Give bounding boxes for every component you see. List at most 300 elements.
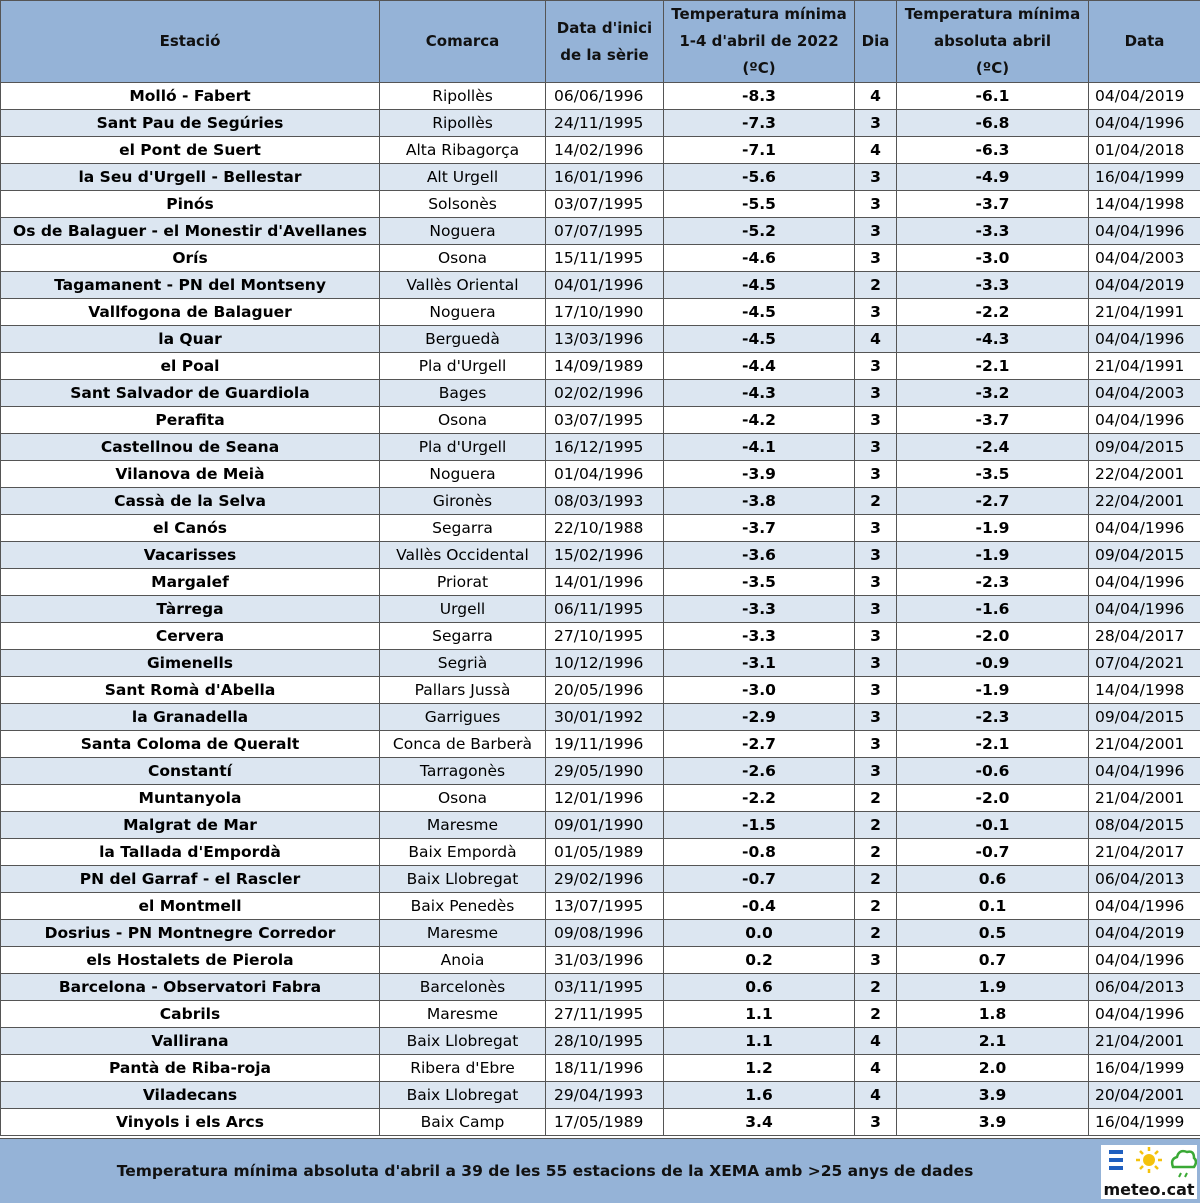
cell-station: Castellnou de Seana	[1, 434, 380, 461]
cell-comarca: Baix Llobregat	[380, 1028, 546, 1055]
cell-date: 04/04/1996	[1089, 326, 1200, 353]
table-row	[1, 461, 1200, 488]
cell-min-temp: 1.2	[664, 1055, 855, 1082]
cell-day: 4	[855, 83, 897, 110]
cell-day: 3	[855, 1109, 897, 1136]
cell-day: 3	[855, 218, 897, 245]
cell-comarca: Ripollès	[380, 110, 546, 137]
table-row	[1, 353, 1200, 380]
cell-day: 4	[855, 1055, 897, 1082]
cell-start-date: 03/11/1995	[546, 974, 664, 1001]
cell-min-temp: 1.1	[664, 1028, 855, 1055]
cell-date: 21/04/2001	[1089, 731, 1200, 758]
cell-abs-min: -3.2	[897, 380, 1089, 407]
cell-start-date: 06/11/1995	[546, 596, 664, 623]
cell-station: la Quar	[1, 326, 380, 353]
cell-station: Vallirana	[1, 1028, 380, 1055]
cell-date: 21/04/1991	[1089, 299, 1200, 326]
cell-day: 2	[855, 1001, 897, 1028]
cell-start-date: 15/02/1996	[546, 542, 664, 569]
cell-min-temp: 0.2	[664, 947, 855, 974]
cell-start-date: 10/12/1996	[546, 650, 664, 677]
cell-date: 21/04/2001	[1089, 1028, 1200, 1055]
cell-start-date: 31/03/1996	[546, 947, 664, 974]
cell-station: el Canós	[1, 515, 380, 542]
header-abs-min: Temperatura mínima absoluta abril (ºC)	[897, 1, 1089, 83]
cell-station: Vallfogona de Balaguer	[1, 299, 380, 326]
cell-comarca: Baix Penedès	[380, 893, 546, 920]
meteo-cat-logo-icon	[1101, 1145, 1197, 1179]
cell-date: 08/04/2015	[1089, 812, 1200, 839]
cell-comarca: Noguera	[380, 218, 546, 245]
cell-comarca: Garrigues	[380, 704, 546, 731]
cell-start-date: 16/12/1995	[546, 434, 664, 461]
cell-min-temp: -5.2	[664, 218, 855, 245]
cell-date: 04/04/1996	[1089, 596, 1200, 623]
cell-start-date: 01/04/1996	[546, 461, 664, 488]
cell-min-temp: -4.6	[664, 245, 855, 272]
cell-start-date: 16/01/1996	[546, 164, 664, 191]
cell-date: 07/04/2021	[1089, 650, 1200, 677]
cell-comarca: Urgell	[380, 596, 546, 623]
cell-date: 04/04/2019	[1089, 920, 1200, 947]
cell-day: 2	[855, 488, 897, 515]
cell-date: 01/04/2018	[1089, 137, 1200, 164]
cell-abs-min: -2.1	[897, 353, 1089, 380]
cell-abs-min: -0.9	[897, 650, 1089, 677]
cell-day: 3	[855, 515, 897, 542]
cell-abs-min: 0.7	[897, 947, 1089, 974]
cell-date: 04/04/1996	[1089, 947, 1200, 974]
cell-start-date: 14/09/1989	[546, 353, 664, 380]
cell-day: 3	[855, 380, 897, 407]
cell-min-temp: -4.3	[664, 380, 855, 407]
cell-abs-min: -4.3	[897, 326, 1089, 353]
cell-start-date: 27/11/1995	[546, 1001, 664, 1028]
cell-start-date: 19/11/1996	[546, 731, 664, 758]
cell-day: 3	[855, 191, 897, 218]
table-row	[1, 245, 1200, 272]
cell-start-date: 17/05/1989	[546, 1109, 664, 1136]
cell-date: 14/04/1998	[1089, 677, 1200, 704]
cell-comarca: Noguera	[380, 461, 546, 488]
cell-date: 04/04/1996	[1089, 758, 1200, 785]
cell-abs-min: -3.3	[897, 218, 1089, 245]
table-row	[1, 785, 1200, 812]
cell-abs-min: -6.3	[897, 137, 1089, 164]
cell-comarca: Anoia	[380, 947, 546, 974]
cell-start-date: 29/02/1996	[546, 866, 664, 893]
cell-start-date: 06/06/1996	[546, 83, 664, 110]
table-row	[1, 974, 1200, 1001]
cell-station: Margalef	[1, 569, 380, 596]
header-row	[1, 1, 1200, 83]
cell-station: Pantà de Riba-roja	[1, 1055, 380, 1082]
cell-comarca: Priorat	[380, 569, 546, 596]
cell-station: Malgrat de Mar	[1, 812, 380, 839]
cell-min-temp: -3.3	[664, 596, 855, 623]
cell-abs-min: -3.7	[897, 191, 1089, 218]
cell-start-date: 14/01/1996	[546, 569, 664, 596]
cell-day: 3	[855, 110, 897, 137]
cell-date: 21/04/2001	[1089, 785, 1200, 812]
cell-day: 2	[855, 866, 897, 893]
cell-min-temp: -3.8	[664, 488, 855, 515]
cell-date: 04/04/1996	[1089, 569, 1200, 596]
cell-min-temp: -3.9	[664, 461, 855, 488]
cell-comarca: Osona	[380, 407, 546, 434]
cell-abs-min: -4.9	[897, 164, 1089, 191]
table-row	[1, 137, 1200, 164]
cell-day: 2	[855, 272, 897, 299]
cell-abs-min: 2.1	[897, 1028, 1089, 1055]
table-row	[1, 218, 1200, 245]
cell-abs-min: -1.9	[897, 677, 1089, 704]
cell-min-temp: -7.1	[664, 137, 855, 164]
cell-abs-min: -0.1	[897, 812, 1089, 839]
cell-station: Os de Balaguer - el Monestir d'Avellanes	[1, 218, 380, 245]
cell-date: 04/04/1996	[1089, 407, 1200, 434]
cell-abs-min: -6.1	[897, 83, 1089, 110]
cell-min-temp: -3.3	[664, 623, 855, 650]
cell-day: 4	[855, 137, 897, 164]
cell-comarca: Segarra	[380, 515, 546, 542]
cell-abs-min: -2.0	[897, 785, 1089, 812]
cell-min-temp: -3.5	[664, 569, 855, 596]
cell-station: la Tallada d'Empordà	[1, 839, 380, 866]
cell-start-date: 09/08/1996	[546, 920, 664, 947]
cell-station: Cervera	[1, 623, 380, 650]
header-day: Dia	[855, 1, 897, 83]
cell-min-temp: -4.5	[664, 326, 855, 353]
table-row	[1, 434, 1200, 461]
cell-start-date: 28/10/1995	[546, 1028, 664, 1055]
cell-comarca: Gironès	[380, 488, 546, 515]
cell-date: 16/04/1999	[1089, 164, 1200, 191]
cell-start-date: 22/10/1988	[546, 515, 664, 542]
cell-comarca: Ribera d'Ebre	[380, 1055, 546, 1082]
cell-day: 3	[855, 461, 897, 488]
cell-comarca: Alta Ribagorça	[380, 137, 546, 164]
cell-date: 04/04/1996	[1089, 893, 1200, 920]
cell-date: 16/04/1999	[1089, 1055, 1200, 1082]
cell-day: 2	[855, 974, 897, 1001]
cell-start-date: 14/02/1996	[546, 137, 664, 164]
cell-abs-min: -1.9	[897, 542, 1089, 569]
header-start-date: Data d'inici de la sèrie	[546, 1, 664, 83]
cell-start-date: 15/11/1995	[546, 245, 664, 272]
cell-abs-min: 1.8	[897, 1001, 1089, 1028]
cell-abs-min: 0.6	[897, 866, 1089, 893]
header-min-temp: Temperatura mínima 1-4 d'abril de 2022 (ºC)	[664, 1, 855, 83]
cell-day: 3	[855, 704, 897, 731]
cell-min-temp: -2.9	[664, 704, 855, 731]
cell-day: 3	[855, 434, 897, 461]
cell-day: 2	[855, 893, 897, 920]
cell-start-date: 29/04/1993	[546, 1082, 664, 1109]
table-row	[1, 623, 1200, 650]
cell-min-temp: -0.8	[664, 839, 855, 866]
cell-comarca: Maresme	[380, 920, 546, 947]
cell-station: Sant Salvador de Guardiola	[1, 380, 380, 407]
cell-min-temp: -3.7	[664, 515, 855, 542]
table-row	[1, 650, 1200, 677]
cell-min-temp: -0.7	[664, 866, 855, 893]
cell-day: 2	[855, 812, 897, 839]
cell-station: Muntanyola	[1, 785, 380, 812]
cell-station: el Pont de Suert	[1, 137, 380, 164]
cell-comarca: Baix Llobregat	[380, 1082, 546, 1109]
table-row	[1, 488, 1200, 515]
cell-start-date: 01/05/1989	[546, 839, 664, 866]
cell-date: 21/04/2017	[1089, 839, 1200, 866]
cell-day: 2	[855, 839, 897, 866]
cell-day: 3	[855, 164, 897, 191]
table-row	[1, 839, 1200, 866]
cell-comarca: Baix Empordà	[380, 839, 546, 866]
table-row	[1, 677, 1200, 704]
cell-start-date: 12/01/1996	[546, 785, 664, 812]
cell-station: Vilanova de Meià	[1, 461, 380, 488]
table-row	[1, 380, 1200, 407]
table-row	[1, 596, 1200, 623]
table-row	[1, 569, 1200, 596]
cell-comarca: Conca de Barberà	[380, 731, 546, 758]
cell-abs-min: -3.7	[897, 407, 1089, 434]
cell-abs-min: -0.6	[897, 758, 1089, 785]
table-row	[1, 731, 1200, 758]
cell-min-temp: -5.5	[664, 191, 855, 218]
cell-station: Vinyols i els Arcs	[1, 1109, 380, 1136]
cell-day: 3	[855, 677, 897, 704]
cell-day: 3	[855, 353, 897, 380]
footer	[0, 1138, 1200, 1203]
cell-date: 20/04/2001	[1089, 1082, 1200, 1109]
footer-caption: Temperatura mínima absoluta d'abril a 39 de les 55 estacions de la XEMA amb >25 anys de dades	[0, 1139, 1090, 1203]
cell-station: la Granadella	[1, 704, 380, 731]
table-row	[1, 893, 1200, 920]
cell-start-date: 08/03/1993	[546, 488, 664, 515]
cell-min-temp: -3.1	[664, 650, 855, 677]
table-row	[1, 191, 1200, 218]
table-row	[1, 83, 1200, 110]
cell-day: 3	[855, 542, 897, 569]
cell-date: 09/04/2015	[1089, 434, 1200, 461]
cell-comarca: Tarragonès	[380, 758, 546, 785]
cell-min-temp: -4.5	[664, 299, 855, 326]
cell-station: Molló - Fabert	[1, 83, 380, 110]
cell-abs-min: -3.5	[897, 461, 1089, 488]
cell-date: 04/04/1996	[1089, 1001, 1200, 1028]
cell-day: 3	[855, 569, 897, 596]
cell-min-temp: -4.5	[664, 272, 855, 299]
cell-station: Constantí	[1, 758, 380, 785]
cell-day: 2	[855, 920, 897, 947]
cell-day: 3	[855, 731, 897, 758]
cell-day: 3	[855, 650, 897, 677]
cell-start-date: 29/05/1990	[546, 758, 664, 785]
cell-abs-min: 3.9	[897, 1082, 1089, 1109]
cell-comarca: Pallars Jussà	[380, 677, 546, 704]
cell-day: 3	[855, 299, 897, 326]
cell-station: Cabrils	[1, 1001, 380, 1028]
cell-date: 06/04/2013	[1089, 866, 1200, 893]
cell-date: 22/04/2001	[1089, 461, 1200, 488]
cell-comarca: Vallès Oriental	[380, 272, 546, 299]
cell-comarca: Solsonès	[380, 191, 546, 218]
cell-comarca: Baix Llobregat	[380, 866, 546, 893]
header-comarca: Comarca	[380, 1, 546, 83]
cell-date: 22/04/2001	[1089, 488, 1200, 515]
cell-start-date: 24/11/1995	[546, 110, 664, 137]
table-row	[1, 947, 1200, 974]
cell-day: 3	[855, 758, 897, 785]
cell-day: 3	[855, 245, 897, 272]
cell-station: Vacarisses	[1, 542, 380, 569]
cell-date: 09/04/2015	[1089, 704, 1200, 731]
table-row	[1, 758, 1200, 785]
cell-min-temp: -4.2	[664, 407, 855, 434]
cell-comarca: Berguedà	[380, 326, 546, 353]
cell-abs-min: 3.9	[897, 1109, 1089, 1136]
cell-min-temp: 1.1	[664, 1001, 855, 1028]
table-row	[1, 866, 1200, 893]
cell-abs-min: -2.0	[897, 623, 1089, 650]
cell-min-temp: -3.6	[664, 542, 855, 569]
cell-day: 3	[855, 407, 897, 434]
cell-station: Sant Romà d'Abella	[1, 677, 380, 704]
cell-date: 16/04/1999	[1089, 1109, 1200, 1136]
cell-date: 09/04/2015	[1089, 542, 1200, 569]
cell-abs-min: 2.0	[897, 1055, 1089, 1082]
cell-start-date: 30/01/1992	[546, 704, 664, 731]
cell-min-temp: 0.0	[664, 920, 855, 947]
cell-min-temp: -1.5	[664, 812, 855, 839]
table-row	[1, 1028, 1200, 1055]
cell-abs-min: -2.2	[897, 299, 1089, 326]
cell-station: Perafita	[1, 407, 380, 434]
table-row	[1, 272, 1200, 299]
cell-comarca: Pla d'Urgell	[380, 353, 546, 380]
table-row	[1, 920, 1200, 947]
cell-date: 04/04/2003	[1089, 245, 1200, 272]
cell-station: el Montmell	[1, 893, 380, 920]
table-row	[1, 326, 1200, 353]
cell-start-date: 18/11/1996	[546, 1055, 664, 1082]
cell-comarca: Osona	[380, 785, 546, 812]
cell-comarca: Pla d'Urgell	[380, 434, 546, 461]
cell-start-date: 09/01/1990	[546, 812, 664, 839]
cell-station: Viladecans	[1, 1082, 380, 1109]
cell-station: el Poal	[1, 353, 380, 380]
cell-start-date: 03/07/1995	[546, 191, 664, 218]
cell-comarca: Alt Urgell	[380, 164, 546, 191]
cell-min-temp: -3.0	[664, 677, 855, 704]
table-row	[1, 515, 1200, 542]
cell-comarca: Osona	[380, 245, 546, 272]
cell-start-date: 07/07/1995	[546, 218, 664, 245]
cell-station: els Hostalets de Pierola	[1, 947, 380, 974]
cell-day: 4	[855, 1082, 897, 1109]
cell-station: la Seu d'Urgell - Bellestar	[1, 164, 380, 191]
cell-start-date: 02/02/1996	[546, 380, 664, 407]
table-row	[1, 1001, 1200, 1028]
cell-abs-min: -1.9	[897, 515, 1089, 542]
cell-abs-min: -3.0	[897, 245, 1089, 272]
cell-abs-min: -2.1	[897, 731, 1089, 758]
cell-min-temp: -8.3	[664, 83, 855, 110]
cell-start-date: 04/01/1996	[546, 272, 664, 299]
cell-abs-min: 0.5	[897, 920, 1089, 947]
cell-comarca: Segrià	[380, 650, 546, 677]
cell-date: 21/04/1991	[1089, 353, 1200, 380]
cell-abs-min: -0.7	[897, 839, 1089, 866]
cell-min-temp: 0.6	[664, 974, 855, 1001]
cell-station: Orís	[1, 245, 380, 272]
cell-start-date: 13/03/1996	[546, 326, 664, 353]
header-station: Estació	[1, 1, 380, 83]
table-row	[1, 812, 1200, 839]
cell-station: Santa Coloma de Queralt	[1, 731, 380, 758]
cell-min-temp: -4.1	[664, 434, 855, 461]
header-date: Data	[1089, 1, 1200, 83]
cell-abs-min: -2.4	[897, 434, 1089, 461]
table-row	[1, 1082, 1200, 1109]
cell-abs-min: -3.3	[897, 272, 1089, 299]
cell-min-temp: -2.2	[664, 785, 855, 812]
cell-min-temp: -2.6	[664, 758, 855, 785]
cell-station: Cassà de la Selva	[1, 488, 380, 515]
cell-start-date: 13/07/1995	[546, 893, 664, 920]
cell-day: 2	[855, 785, 897, 812]
table-row	[1, 407, 1200, 434]
cell-station: Tagamanent - PN del Montseny	[1, 272, 380, 299]
cell-abs-min: -1.6	[897, 596, 1089, 623]
cell-abs-min: -2.3	[897, 704, 1089, 731]
cell-abs-min: 0.1	[897, 893, 1089, 920]
table-row	[1, 110, 1200, 137]
cell-comarca: Baix Camp	[380, 1109, 546, 1136]
cell-date: 04/04/2019	[1089, 272, 1200, 299]
cell-comarca: Vallès Occidental	[380, 542, 546, 569]
cell-station: Pinós	[1, 191, 380, 218]
cell-min-temp: -4.4	[664, 353, 855, 380]
cell-date: 28/04/2017	[1089, 623, 1200, 650]
cell-day: 4	[855, 326, 897, 353]
cell-date: 04/04/1996	[1089, 515, 1200, 542]
cell-comarca: Barcelonès	[380, 974, 546, 1001]
cell-date: 04/04/1996	[1089, 110, 1200, 137]
table-row	[1, 1055, 1200, 1082]
meteo-cat-logo	[1101, 1145, 1197, 1199]
table-row	[1, 1109, 1200, 1136]
cell-start-date: 27/10/1995	[546, 623, 664, 650]
table-row	[1, 299, 1200, 326]
cell-date: 06/04/2013	[1089, 974, 1200, 1001]
table-row	[1, 542, 1200, 569]
cell-station: Sant Pau de Segúries	[1, 110, 380, 137]
table-row	[1, 164, 1200, 191]
cell-comarca: Noguera	[380, 299, 546, 326]
cell-date: 04/04/2019	[1089, 83, 1200, 110]
cell-day: 4	[855, 1028, 897, 1055]
cell-station: Gimenells	[1, 650, 380, 677]
cell-min-temp: -0.4	[664, 893, 855, 920]
cell-comarca: Segarra	[380, 623, 546, 650]
cell-day: 3	[855, 947, 897, 974]
cell-comarca: Maresme	[380, 812, 546, 839]
cell-min-temp: 3.4	[664, 1109, 855, 1136]
